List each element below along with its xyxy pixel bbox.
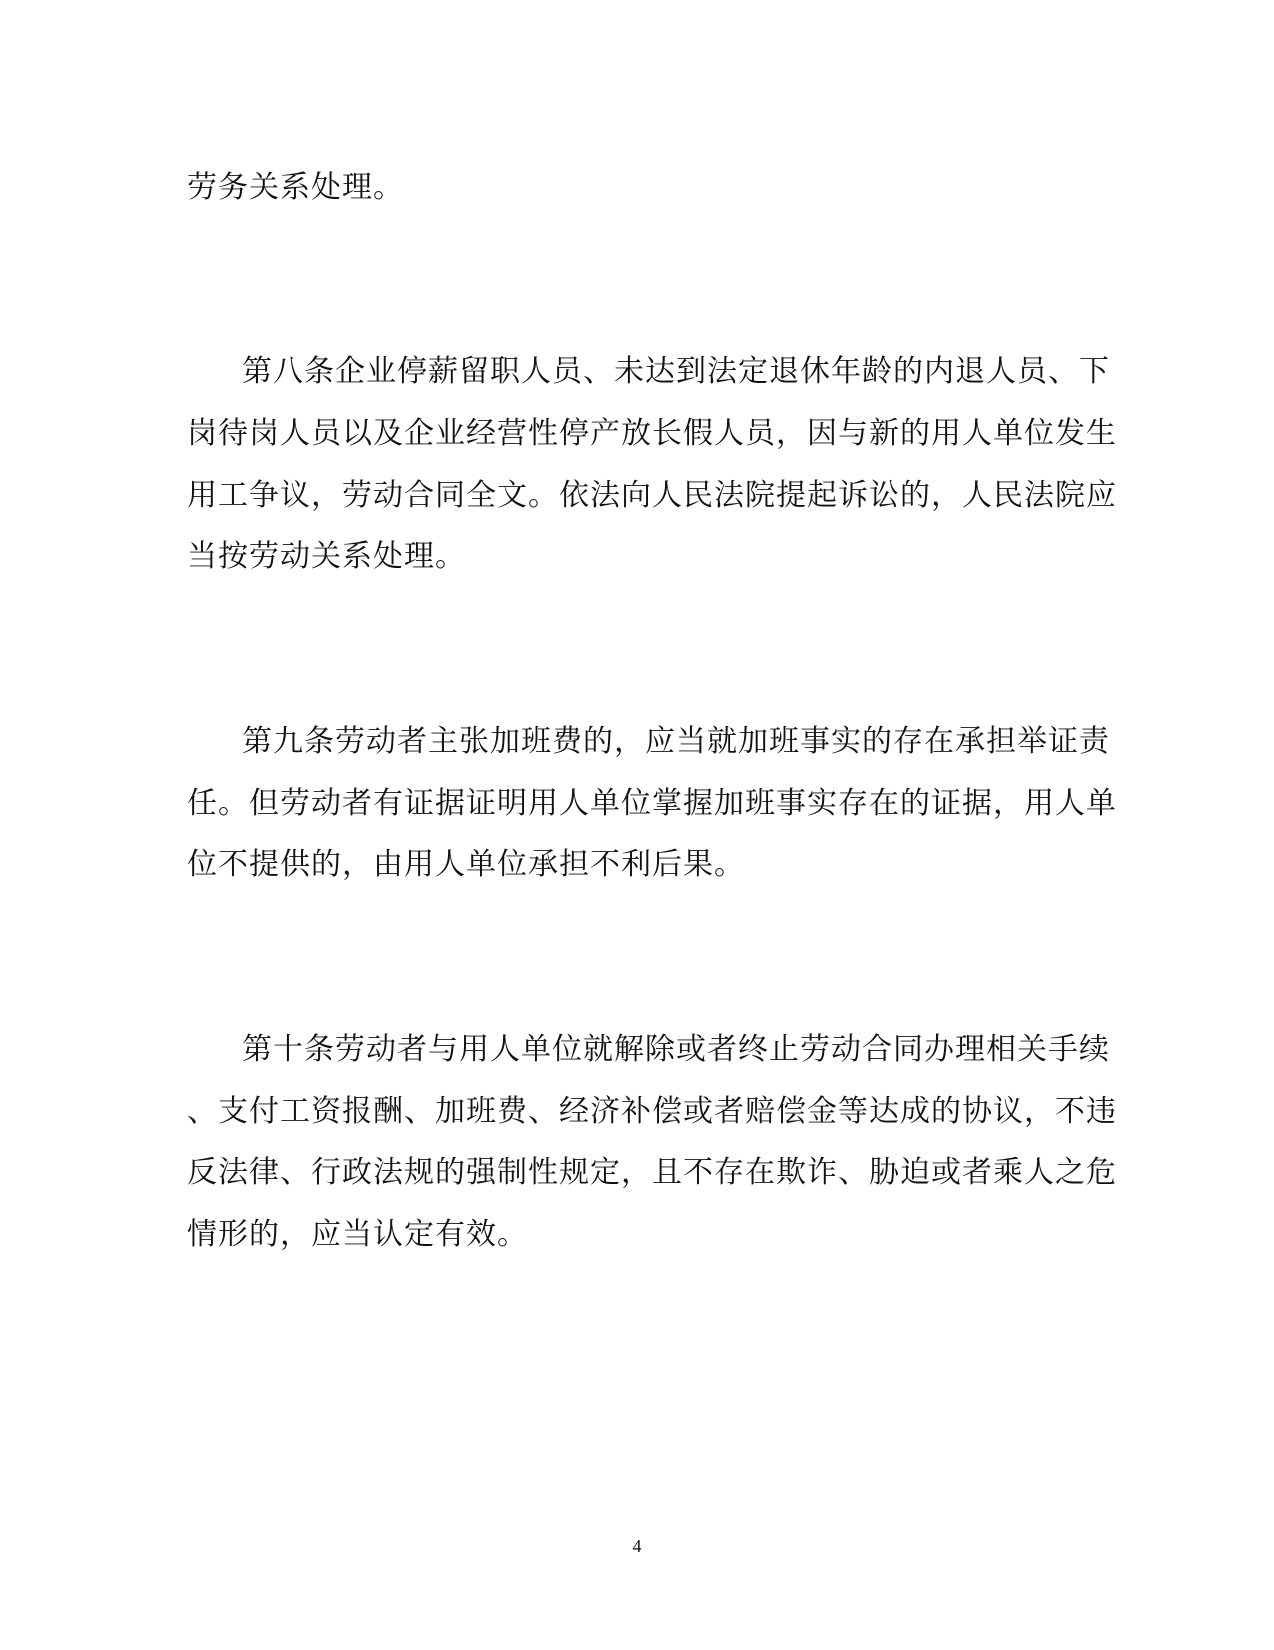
article-8-line-1: 第八条企业停薪留职人员、未达到法定退休年龄的内退人员、下 <box>242 354 1110 389</box>
article-8-line-4: 当按劳动关系处理。 <box>187 539 466 574</box>
article-9-line-3: 位不提供的，由用人单位承担不利后果。 <box>187 847 745 882</box>
article-10-line-3: 反法律、行政法规的强制性规定，且不存在欺诈、胁迫或者乘人之危 <box>187 1155 1117 1190</box>
article-9-line-1: 第九条劳动者主张加班费的，应当就加班事实的存在承担举证责 <box>242 724 1110 759</box>
article-8-line-2: 岗待岗人员以及企业经营性停产放长假人员，因与新的用人单位发生 <box>187 416 1117 451</box>
text-line-continuation: 劳务关系处理。 <box>187 170 404 205</box>
article-9-line-2: 任。但劳动者有证据证明用人单位掌握加班事实存在的证据，用人单 <box>187 786 1117 821</box>
article-10-line-4: 情形的，应当认定有效。 <box>187 1217 528 1252</box>
article-10-line-2: 、支付工资报酬、加班费、经济补偿或者赔偿金等达成的协议，不违 <box>187 1094 1117 1129</box>
article-8-line-3: 用工争议，劳动合同全文。依法向人民法院提起诉讼的，人民法院应 <box>187 478 1117 513</box>
page-number: 4 <box>632 1536 642 1556</box>
article-10-line-1: 第十条劳动者与用人单位就解除或者终止劳动合同办理相关手续 <box>242 1032 1110 1067</box>
